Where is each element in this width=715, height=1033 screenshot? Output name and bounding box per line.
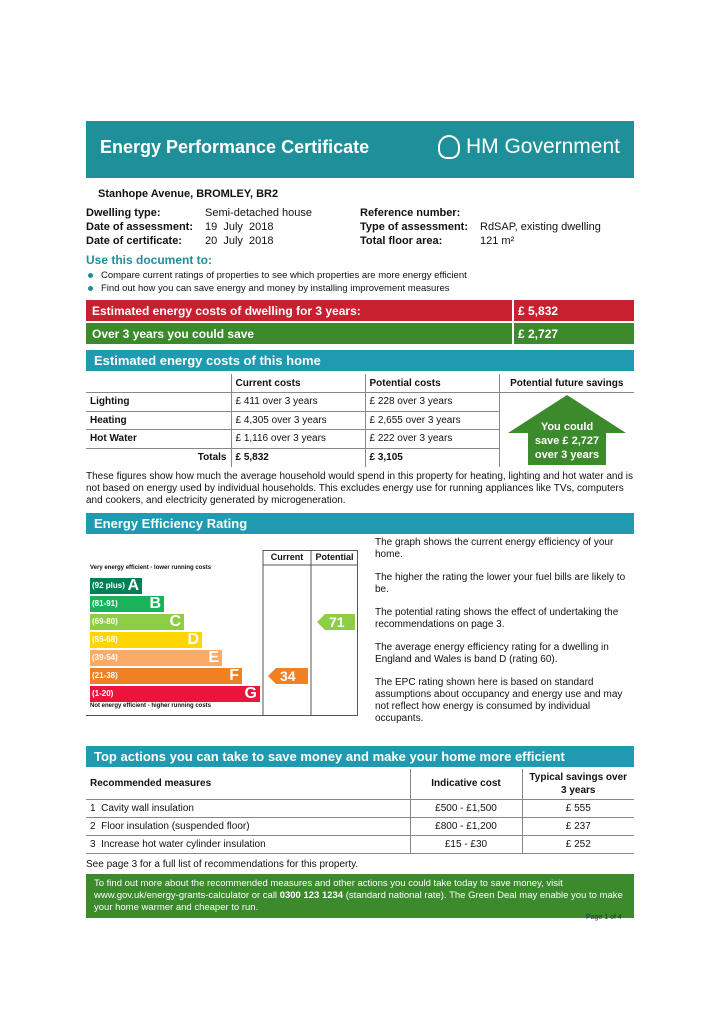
inefficient-label: Not energy efficient - higher running costs bbox=[90, 703, 212, 709]
cost-cell: £500 - £1,500 bbox=[410, 799, 522, 817]
band-range: (39-54) bbox=[92, 653, 118, 662]
band-letter: E bbox=[208, 649, 219, 666]
band-range: (21-38) bbox=[92, 671, 118, 680]
table-header: Potential future savings bbox=[499, 374, 634, 393]
efficient-label: Very energy efficient - lower running costs bbox=[90, 565, 212, 571]
rating-band-e bbox=[90, 650, 222, 666]
row-label: Lighting bbox=[86, 393, 231, 412]
row-label: Heating bbox=[86, 411, 231, 430]
table-header: Potential costs bbox=[365, 374, 499, 393]
current-rating-value: 34 bbox=[280, 668, 296, 684]
phone-number: 0300 123 1234 bbox=[279, 890, 344, 901]
total-cost-label: Estimated energy costs of dwelling for 3 years: bbox=[86, 300, 512, 321]
use-document-heading: Use this document to: bbox=[86, 253, 213, 267]
rating-band-f bbox=[90, 668, 242, 684]
total-cost-bar bbox=[86, 300, 634, 321]
actions-table bbox=[86, 769, 634, 854]
eer-explanation bbox=[375, 537, 635, 736]
savings-value: £ 2,727 bbox=[514, 323, 634, 344]
assessment-date-label: Date of assessment: bbox=[86, 221, 193, 233]
band-range: (69-80) bbox=[92, 617, 118, 626]
costs-section-title: Estimated energy costs of this home bbox=[86, 350, 634, 371]
band-range: (92 plus) bbox=[92, 581, 125, 590]
table-row bbox=[86, 835, 634, 853]
table-header: Current costs bbox=[231, 374, 365, 393]
cost-cell: £15 - £30 bbox=[410, 835, 522, 853]
saving-cell: £ 237 bbox=[522, 817, 634, 835]
rating-band-g bbox=[90, 686, 260, 702]
use-list bbox=[86, 269, 467, 295]
current-cost-cell: £ 1,116 over 3 years bbox=[231, 430, 365, 449]
rating-band-a bbox=[90, 578, 142, 594]
table-row bbox=[86, 799, 634, 817]
rating-band-b bbox=[90, 596, 164, 612]
table-row bbox=[86, 817, 634, 835]
list-item: Compare current ratings of properties to see which properties are more energy efficient bbox=[86, 269, 467, 282]
current-column-header: Current bbox=[270, 552, 304, 562]
current-cost-cell: £ 4,305 over 3 years bbox=[231, 411, 365, 430]
potential-column-header: Potential bbox=[315, 552, 354, 562]
eer-note: The graph shows the current energy efficiency of your home. bbox=[375, 537, 614, 560]
eer-note: The average energy efficiency rating for a dwelling in England and Wales is band D (rating 60). bbox=[375, 642, 609, 665]
bullet-icon bbox=[88, 286, 93, 291]
band-range: (81-91) bbox=[92, 599, 118, 608]
measure-cell: 3 Increase hot water cylinder insulation bbox=[86, 835, 410, 853]
saving-cell: £ 555 bbox=[522, 799, 634, 817]
measure-cell: 1 Cavity wall insulation bbox=[86, 799, 410, 817]
reference-label: Reference number: bbox=[360, 207, 461, 219]
table-row bbox=[86, 769, 634, 799]
eer-note: The potential rating shows the effect of undertaking the recommendations on page 3. bbox=[375, 607, 619, 630]
table-header bbox=[86, 374, 231, 393]
band-letter: B bbox=[149, 595, 161, 612]
table-header: Typical savings over 3 years bbox=[522, 769, 634, 799]
assessment-type-value: RdSAP, existing dwelling bbox=[480, 221, 601, 233]
floor-area-label: Total floor area: bbox=[360, 235, 443, 247]
savings-callout: You could save £ 2,727 over 3 years bbox=[534, 421, 600, 461]
list-item: Find out how you can save energy and money by installing improvement measures bbox=[86, 282, 467, 295]
band-letter: F bbox=[229, 667, 239, 684]
potential-rating-value: 71 bbox=[329, 614, 345, 630]
page-number: Page 1 of 4 bbox=[586, 914, 622, 921]
floor-area-value: 121 m² bbox=[480, 235, 515, 247]
property-address: Stanhope Avenue, BROMLEY, BR2 bbox=[98, 188, 279, 200]
rating-band-d bbox=[90, 632, 202, 648]
totals-current: £ 5,832 bbox=[231, 448, 365, 467]
savings-bar bbox=[86, 323, 634, 344]
totals-potential: £ 3,105 bbox=[365, 448, 499, 467]
current-cost-cell: £ 411 over 3 years bbox=[231, 393, 365, 412]
eer-note: The higher the rating the lower your fuel bills are likely to be. bbox=[375, 572, 626, 595]
see-page-note: See page 3 for a full list of recommendations for this property. bbox=[86, 859, 359, 870]
table-row bbox=[86, 374, 634, 393]
eer-section-title: Energy Efficiency Rating bbox=[86, 513, 634, 534]
measure-cell: 2 Floor insulation (suspended floor) bbox=[86, 817, 410, 835]
band-range: (1-20) bbox=[92, 689, 114, 698]
certificate-date-label: Date of certificate: bbox=[86, 235, 182, 247]
totals-label: Totals bbox=[197, 452, 227, 463]
eer-note: The EPC rating shown here is based on standard assumptions about occupancy and energy use and may not reflect how energy is consumed by individual occupants. bbox=[375, 677, 623, 724]
table-header: Recommended measures bbox=[86, 769, 410, 799]
rating-band-c bbox=[90, 614, 184, 630]
certificate-date-value: 20 July 2018 bbox=[205, 235, 274, 247]
hm-government-logo bbox=[438, 135, 620, 159]
band-letter: A bbox=[127, 577, 139, 594]
potential-cost-cell: £ 228 over 3 years bbox=[365, 393, 499, 412]
royal-crest-icon bbox=[438, 135, 460, 159]
assessment-date-value: 19 July 2018 bbox=[205, 221, 274, 233]
band-letter: C bbox=[169, 613, 181, 630]
table-header: Indicative cost bbox=[410, 769, 522, 799]
brand-text: HM Government bbox=[465, 135, 620, 158]
band-letter: G bbox=[244, 685, 257, 702]
assessment-type-label: Type of assessment: bbox=[360, 221, 469, 233]
more-info-box: To find out more about the recommended measures and other actions you could take today to save money, visit www.gov.uk/energy-grants-calculator or call 0300 123 1234 (standard national rate). The Green Deal may enable you to make your home warmer and cheaper to run. bbox=[86, 874, 634, 918]
saving-cell: £ 252 bbox=[522, 835, 634, 853]
cost-cell: £800 - £1,200 bbox=[410, 817, 522, 835]
bullet-icon bbox=[88, 273, 93, 278]
actions-section-title: Top actions you can take to save money and make your home more efficient bbox=[86, 746, 634, 767]
costs-note: These figures show how much the average household would spend in this property for heating, lighting and hot water and is not based on energy used by individual households. This excludes energy use for running appliances like TVs, computers and cookers, and electricity generated by microgeneration. bbox=[86, 471, 634, 506]
page-title: Energy Performance Certificate bbox=[100, 137, 370, 157]
dwelling-type-value: Semi-detached house bbox=[205, 207, 313, 219]
potential-cost-cell: £ 222 over 3 years bbox=[365, 430, 499, 449]
savings-label: Over 3 years you could save bbox=[86, 323, 512, 344]
dwelling-type-label: Dwelling type: bbox=[86, 207, 161, 219]
band-range: (55-68) bbox=[92, 635, 118, 644]
potential-cost-cell: £ 2,655 over 3 years bbox=[365, 411, 499, 430]
certificate-header bbox=[86, 121, 634, 178]
band-letter: D bbox=[187, 631, 199, 648]
total-cost-value: £ 5,832 bbox=[514, 300, 634, 321]
row-label: Hot Water bbox=[86, 430, 231, 449]
